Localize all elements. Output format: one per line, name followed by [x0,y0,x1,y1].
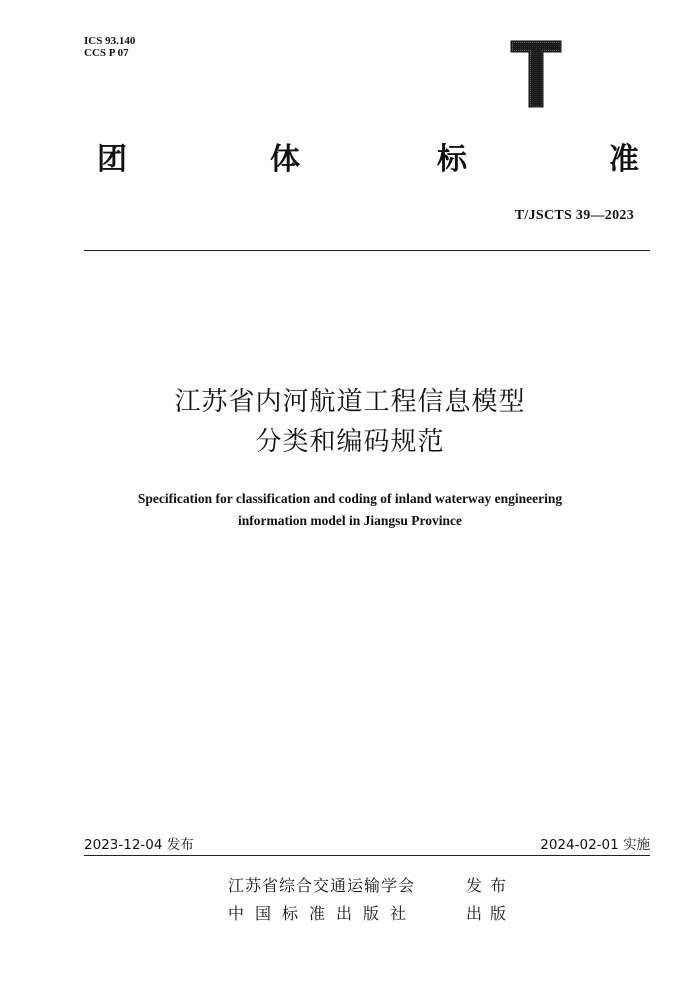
title-zh-line-2: 分类和编码规范 [255,427,445,457]
issue-date: 2023-12-04 发布 [84,837,194,853]
footer-divider [84,855,650,856]
standard-logo [508,38,564,110]
standard-type-char-3: 标 [437,142,467,177]
press-name: 中国标准出版社 [228,904,418,923]
title-en-line-1: Specification for classification and coding of inland waterway engineering [137,491,563,506]
classification-codes [84,35,135,59]
ics-code: ICS 93.140 [84,35,136,47]
standard-type-char-4: 准 [609,142,639,177]
standard-type-char-1: 团 [97,142,127,177]
press-role: 出版 [466,904,515,923]
t-logo-icon [508,38,564,110]
implementation-date: 2024-02-01 实施 [540,837,650,853]
header-divider [84,250,650,251]
title-zh-line-1: 江苏省内河航道工程信息模型 [174,387,526,417]
standard-number: T/JSCTS 39—2023 [514,208,634,223]
issuer-name: 江苏省综合交通运输学会 [228,876,416,895]
standard-type-char-2: 体 [270,142,300,177]
issuer-role: 发布 [466,876,515,895]
ccs-code: CCS P 07 [84,47,129,59]
title-en-line-2: information model in Jiangsu Province [237,513,462,528]
